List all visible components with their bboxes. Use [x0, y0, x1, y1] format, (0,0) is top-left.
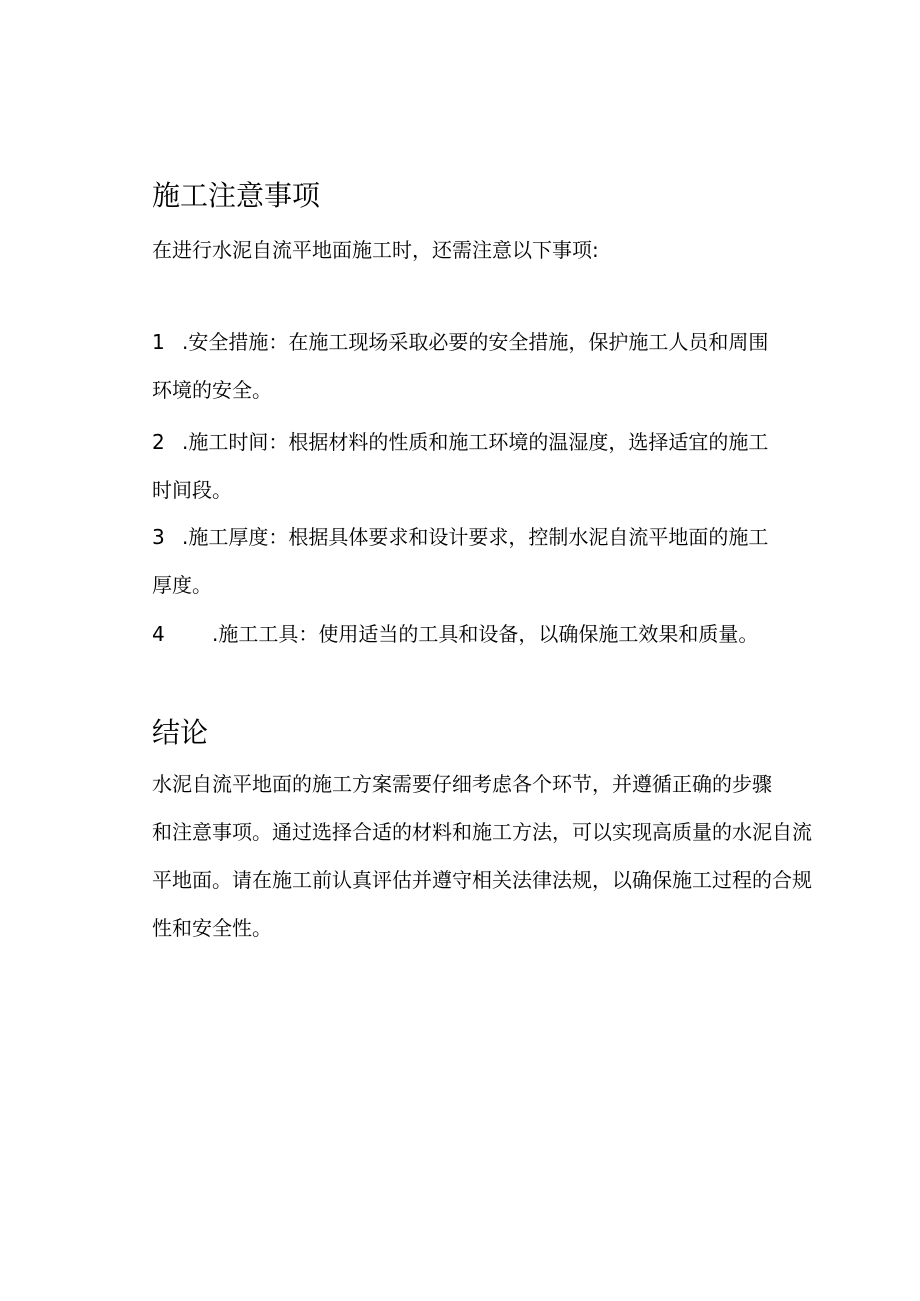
- list-item-3-line2: 厚度。: [152, 573, 212, 597]
- list-item-3-text: .施工厚度：根据具体要求和设计要求，控制水泥自流平地面的施工: [182, 525, 769, 549]
- list-item-4: [152, 610, 832, 658]
- list-item-1-number: 1: [152, 330, 165, 354]
- list-item-2: [152, 418, 832, 514]
- list-item-3: [152, 513, 832, 609]
- list-item-3-number: 3: [152, 525, 165, 549]
- conclusion-paragraph: [152, 760, 832, 952]
- conclusion-line-2: 和注意事项。通过选择合适的材料和施工方法，可以实现高质量的水泥自流: [152, 820, 812, 844]
- list-item-3-line1: [152, 513, 832, 561]
- list-item-4-number: 4: [152, 622, 165, 646]
- conclusion-line-1: 水泥自流平地面的施工方案需要仔细考虑各个环节，并遵循正确的步骤: [152, 772, 772, 796]
- list-item-1-text: .安全措施：在施工现场采取必要的安全措施，保护施工人员和周围: [182, 330, 769, 354]
- conclusion-line-4: 性和安全性。: [152, 916, 272, 940]
- section-heading-conclusion: 结论: [152, 716, 209, 749]
- intro-paragraph: 在进行水泥自流平地面施工时，还需注意以下事项:: [152, 238, 599, 262]
- list-item-2-line2: 时间段。: [152, 478, 232, 502]
- list-item-2-text: .施工时间：根据材料的性质和施工环境的温湿度，选择适宜的施工: [182, 430, 769, 454]
- list-item-2-line1: [152, 418, 832, 466]
- section-heading-precautions: 施工注意事项: [152, 179, 321, 212]
- list-item-1-line1: [152, 318, 832, 366]
- list-item-1-line2: 环境的安全。: [152, 378, 272, 402]
- list-item-1: [152, 318, 832, 414]
- conclusion-line-3: 平地面。请在施工前认真评估并遵守相关法律法规，以确保施工过程的合规: [152, 868, 812, 892]
- list-item-2-number: 2: [152, 430, 165, 454]
- list-item-4-line1: [152, 610, 832, 658]
- list-item-4-text: .施工工具：使用适当的工具和设备，以确保施工效果和质量。: [212, 622, 759, 646]
